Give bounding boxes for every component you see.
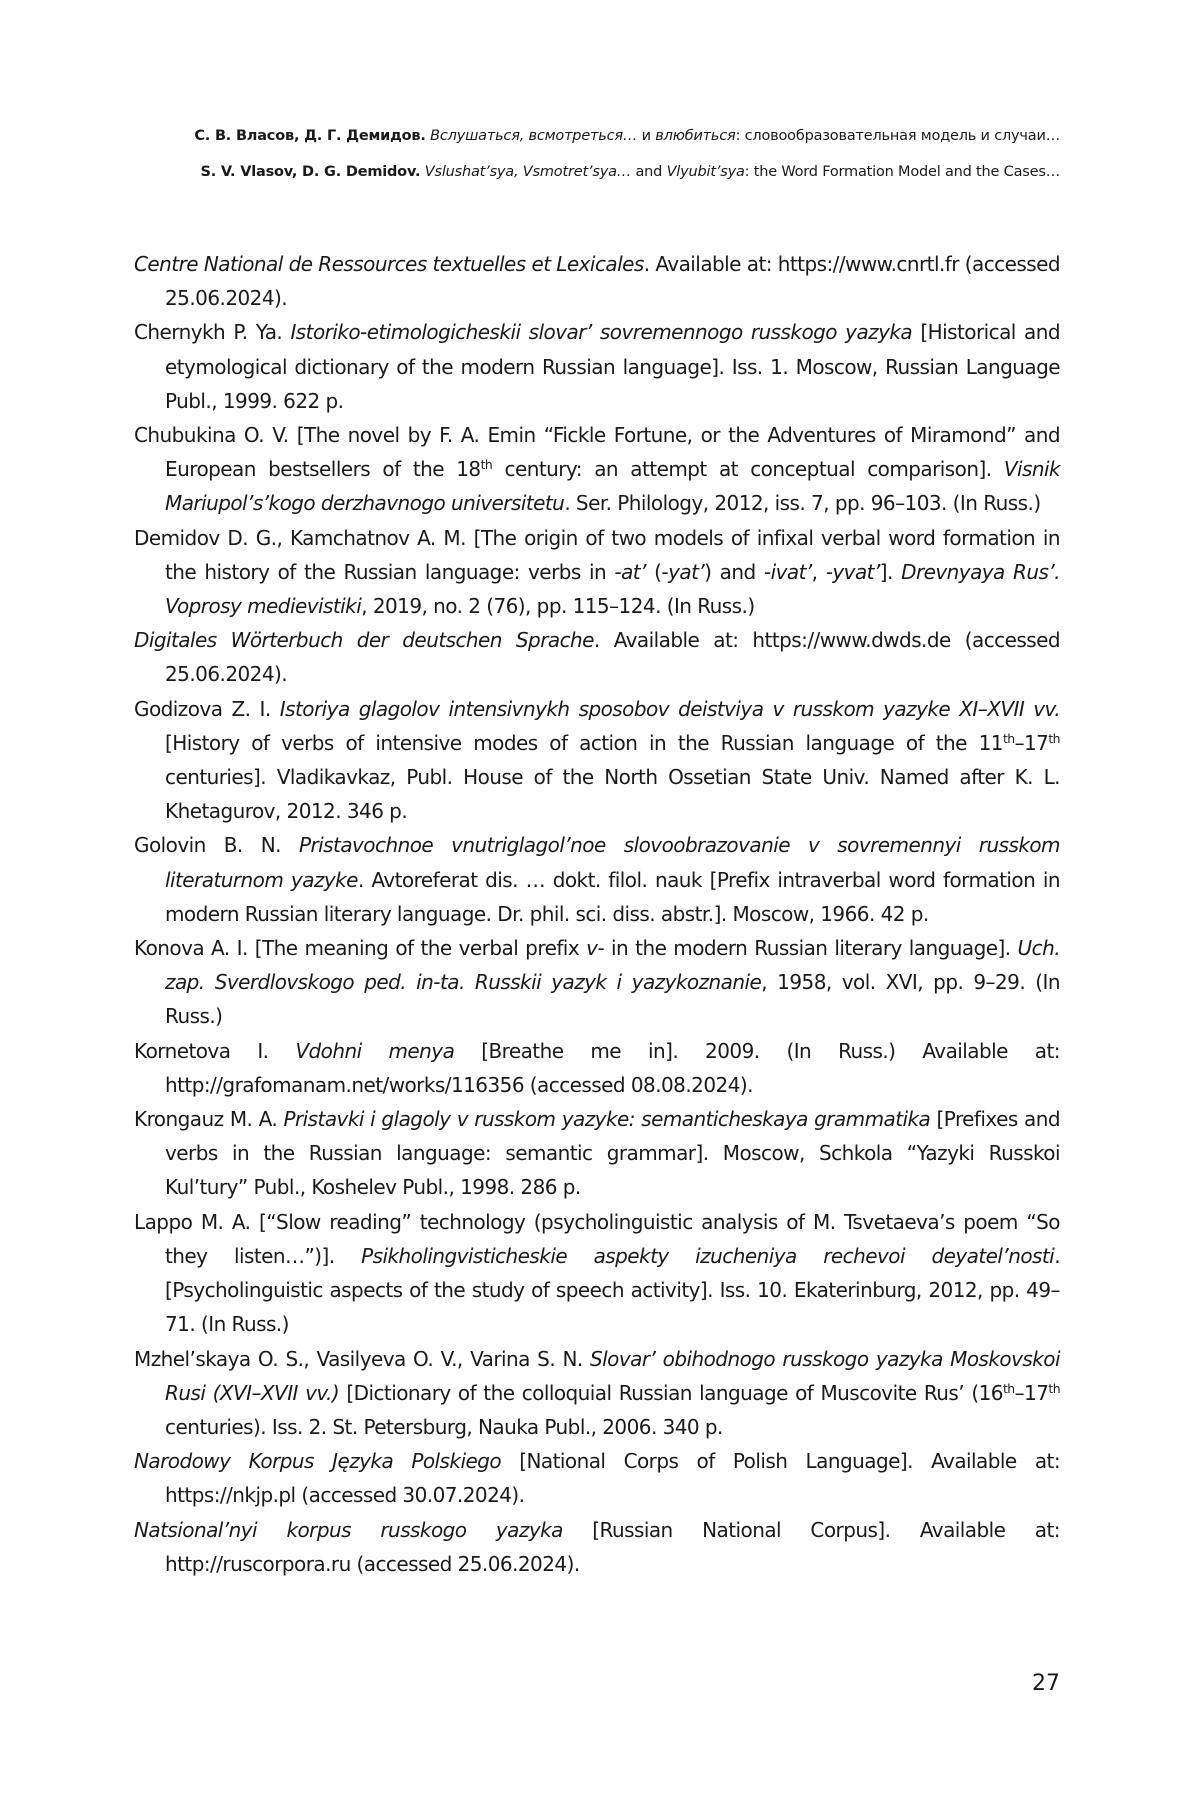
reference-list [134, 247, 1060, 1581]
running-head-title-part: Вслушаться, всмотреться… [430, 128, 638, 144]
reference-entry [134, 315, 1060, 418]
italic-title: Digitales Wörterbuch der deutschen Sprache [134, 628, 594, 653]
reference-entry [134, 692, 1060, 829]
italic-title: Pristavochnoe vnutriglagol’noe slovoobrazovanie v sovremennyi russkom literaturnom yazyke [165, 833, 1060, 892]
reference-text: [Historical and etymological dictionary of the modern Russian language]. Iss. 1. Moscow, Russian Language Publ., 1999. 622 p. [165, 320, 1060, 413]
italic-title: Uch. zap. Sverdlovskogo ped. in-ta. Russkii yazyk i yazykoznanie [165, 936, 1060, 995]
reference-text: [Breathe me in]. 2009. (In Russ.) Available at: http://grafomanam.net/works/116356 (accessed 08.08.2024). [165, 1038, 1060, 1097]
italic-title: Istoriko-etimologicheskii slovar’ sovremennogo russkogo yazyka [290, 320, 913, 345]
reference-text: [Prefixes and verbs in the Russian language: semantic grammar]. Moscow, Schkola “Yazyki Russkoi Kul’tury” Publ., Koshelev Publ., 1998. 286 p. [165, 1107, 1060, 1200]
reference-text: in the modern Russian literary language]. [604, 936, 1018, 961]
italic-title: -ivat’ [763, 559, 812, 584]
reference-text: –17 [1014, 730, 1049, 755]
reference-text: [National Corps of Polish Language]. Available at: https://nkjp.pl (accessed 30.07.2024). [165, 1449, 1061, 1508]
italic-title: Istoriya glagolov intensivnykh sposobov deistviya v russkom yazyke XI–XVII vv. [279, 696, 1060, 721]
italic-title: Drevnyaya Rus’. Voprosy medievistiki [165, 559, 1060, 619]
reference-entry [134, 247, 1060, 315]
reference-text: , 2019, no. 2 (76), pp. 115–124. (In Russ.) [361, 594, 755, 619]
italic-title: Visnik Mariupol’s’kogo derzhavnogo universitetu [165, 457, 1060, 516]
reference-text: [Russian National Corpus]. Available at: http://ruscorpora.ru (accessed 25.06.2024). [165, 1517, 1060, 1576]
italic-title: -at’ [614, 559, 646, 584]
reference-text: ) and [704, 559, 764, 584]
running-head-joiner: и [637, 128, 656, 144]
reference-entry [134, 1513, 1060, 1581]
reference-entry [134, 1205, 1060, 1342]
reference-text: , [811, 559, 826, 584]
superscript: th [480, 457, 493, 473]
running-head-joiner: and [631, 164, 667, 180]
superscript: th [1048, 1380, 1061, 1396]
reference-entry [134, 521, 1060, 624]
reference-text: Demidov D. G., Kamchatnov A. M. [The origin of two models of infixal verbal word formation in the history of the Russian language: verbs in [134, 525, 1060, 584]
reference-text: Golovin B. N. [134, 833, 299, 858]
running-head-title-part: Vslushat’sya, Vsmotret’sya… [424, 164, 632, 180]
italic-title: Centre National de Ressources textuelles et Lexicales [134, 252, 644, 276]
reference-entry [134, 1102, 1060, 1205]
reference-entry [134, 1342, 1060, 1445]
reference-text: Chernykh P. Ya. [134, 320, 291, 345]
reference-entry [134, 1444, 1060, 1512]
italic-title: -yvat’ [825, 559, 880, 584]
italic-title: Vdohni menya [295, 1038, 455, 1063]
reference-text: , 1958, vol. XVI, pp. 9–29. (In Russ.) [165, 970, 1060, 1029]
reference-text: Lappo M. A. [“Slow reading” technology (psycholinguistic analysis of M. Tsvetaeva’s poem “So they listen…”)]. [134, 1209, 1060, 1268]
italic-title: -yat’ [661, 559, 705, 584]
italic-title: Natsional’nyi korpus russkogo yazyka [134, 1517, 563, 1542]
superscript: th [1048, 731, 1060, 747]
reference-text: century: an attempt at conceptual comparison]. [492, 457, 1004, 482]
reference-text: Godizova Z. I. [134, 696, 280, 721]
italic-title: Psikholingvisticheskie aspekty izucheniya rechevoi deyatel’nosti [361, 1243, 1055, 1268]
running-head-authors: S. V. Vlasov, D. G. Demidov. [200, 164, 421, 180]
reference-text: . Available at: https://www.dwds.de (accessed 25.06.2024). [165, 628, 1060, 687]
reference-entry [134, 1034, 1060, 1102]
reference-text: Mzhel’skaya O. S., Vasilyeva O. V., Varina S. N. [134, 1346, 591, 1371]
reference-text: [Dictionary of the colloquial Russian language of Muscovite Rus’ (16 [339, 1380, 1003, 1405]
reference-entry [134, 828, 1060, 931]
reference-text: Krongauz M. A. [134, 1107, 284, 1132]
reference-entry [134, 623, 1060, 691]
superscript: th [1002, 1380, 1015, 1396]
italic-title: Narodowy Korpus Języka Polskiego [134, 1449, 502, 1474]
running-head-english [201, 164, 1061, 180]
running-head-title-part: Vlyubit’sya [666, 164, 745, 180]
italic-title: v- [586, 936, 605, 961]
reference-text: centuries]. Vladikavkaz, Publ. House of the North Ossetian State Univ. Named after K. L. Khetagurov, 2012. 346 p. [165, 765, 1060, 824]
reference-text: . Avtoreferat dis. … dokt. filol. nauk [Prefix intraverbal word formation in modern Russian literary language. Dr. phil. sci. diss. abstr.]. Moscow, 1966. 42 p. [165, 867, 1061, 926]
running-head-authors: С. В. Власов, Д. Г. Демидов. [194, 128, 426, 144]
italic-title: Slovar’ obihodnogo russkogo yazyka Moskovskoi Rusi (XVI–XVII vv.) [165, 1346, 1060, 1405]
reference-text: Chubukina O. V. [The novel by F. A. Emin “Fickle Fortune, or the Adventures of Miramond” and European bestsellers of the 18 [134, 423, 1060, 482]
reference-text: ( [645, 559, 662, 584]
running-head-title-part: влюбиться [655, 128, 736, 144]
reference-entry [134, 418, 1060, 521]
reference-text: –17 [1014, 1380, 1049, 1405]
reference-text: Konova A. I. [The meaning of the verbal prefix [134, 936, 587, 961]
running-head-title-rest: : словообразовательная модель и случаи… [735, 128, 1060, 144]
reference-text: . Ser. Philology, 2012, iss. 7, pp. 96–103. (In Russ.) [564, 491, 1041, 516]
running-head-russian [194, 128, 1060, 144]
reference-text: Kornetova I. [134, 1038, 296, 1063]
superscript: th [1002, 731, 1015, 747]
italic-title: Pristavki i glagoly v russkom yazyke: semanticheskaya grammatika [283, 1107, 931, 1132]
reference-text: [History of verbs of intensive modes of action in the Russian language of the 11 [165, 730, 1003, 755]
reference-text: . Available at: https://www.cnrtl.fr (accessed 25.06.2024). [165, 252, 1060, 311]
reference-entry [134, 931, 1060, 1034]
reference-text: . [Psycholinguistic aspects of the study of speech activity]. Iss. 10. Ekaterinburg, 2012, pp. 49–71. (In Russ.) [165, 1243, 1061, 1337]
reference-text: centuries). Iss. 2. St. Petersburg, Nauka Publ., 2006. 340 p. [165, 1414, 723, 1439]
reference-text: ]. [879, 559, 902, 584]
running-head-title-rest: : the Word Formation Model and the Cases… [744, 164, 1060, 180]
page-number: 27 [1032, 1671, 1060, 1696]
